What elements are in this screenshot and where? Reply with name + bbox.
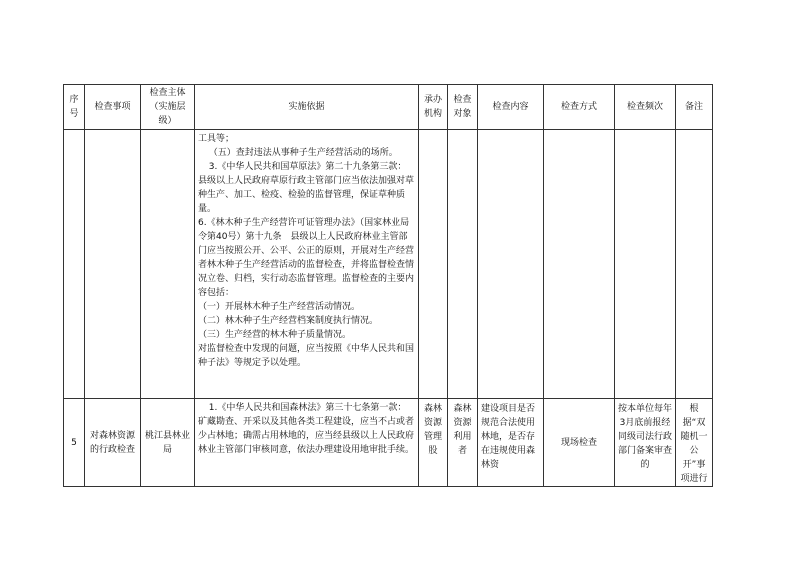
- header-method: 检查方式: [544, 85, 615, 130]
- basis-line: 6.《林木种子生产经营许可证管理办法》（国家林业局令第40号）第十九条 县级以上人民政府林业主管部门应当按照公开、公平、公正的原则，开展对生产经营者林木种子生产经营活动的监督检查，并将监督检查情况立卷、归档，实行动态监督管理。监督检查的主要内容包括：: [198, 218, 415, 298]
- header-content: 检查内容: [478, 85, 544, 130]
- row2-method: 现场检查: [544, 399, 615, 487]
- header-item: 检查事项: [85, 85, 141, 130]
- header-org: 承办机构: [419, 85, 448, 130]
- row1-frequency: [615, 130, 676, 399]
- header-remark: 备注: [676, 85, 713, 130]
- row1-basis: [195, 130, 419, 399]
- row2-item: 对森林资源的行政检查: [85, 399, 141, 487]
- basis-line: 1.《中华人民共和国森林法》第三十七条第一款：矿藏勘查、开采以及其他各类工程建设，应当不占或者少占林地；确需占用林地的，应当经县级以上人民政府林业主管部门审核同意，依法办理建设用地审批手续。: [198, 403, 415, 455]
- row2-frequency: 按本单位每年3月底前报经同级司法行政部门备案审查的: [615, 399, 676, 487]
- basis-line: 3.《中华人民共和国草原法》第二十九条第三款：县级以上人民政府草原行政主管部门应当依法加强对草种生产、加工、检疫、检验的监督管理，保证草种质量。: [198, 162, 415, 214]
- row2-subject: 桃江县林业局: [141, 399, 195, 487]
- header-target: 检查对象: [448, 85, 478, 130]
- header-basis: 实施依据: [195, 85, 419, 130]
- row2-target: 森林资源利用者: [448, 399, 478, 487]
- row2-basis: [195, 399, 419, 487]
- row2-remark: 根据“双随机一公开”事项进行: [676, 399, 713, 487]
- basis-line: （三）生产经营的林木种子质量情况。: [198, 330, 352, 340]
- row1-org: [419, 130, 448, 399]
- basis-line: （二）林木种子生产经营档案制度执行情况。: [198, 316, 379, 326]
- basis-line: （五）查封违法从事种子生产经营活动的场所。: [208, 148, 398, 158]
- row1-target: [448, 130, 478, 399]
- row1-item: [85, 130, 141, 399]
- row1-remark: [676, 130, 713, 399]
- table-row: [64, 399, 713, 487]
- table-header-row: [64, 85, 713, 130]
- basis-line: 对监督检查中发现的问题，应当按照《中华人民共和国种子法》等规定予以处理。: [198, 344, 415, 368]
- row2-seq: 5: [64, 399, 85, 487]
- row1-subject: [141, 130, 195, 399]
- header-frequency: 检查频次: [615, 85, 676, 130]
- row1-method: [544, 130, 615, 399]
- row1-seq: [64, 130, 85, 399]
- row2-content: 建设项目是否规范合法使用林地，是否存在违规使用森林资: [478, 399, 544, 487]
- row1-content: [478, 130, 544, 399]
- header-subject: 检查主体（实施层级）: [141, 85, 195, 130]
- basis-line: （一）开展林木种子生产经营活动情况。: [198, 302, 361, 312]
- inspection-table: [63, 84, 713, 487]
- row2-org: 森林资源管理股: [419, 399, 448, 487]
- header-seq: 序号: [64, 85, 85, 130]
- table-row: [64, 130, 713, 399]
- basis-line: 工具等；: [198, 134, 235, 144]
